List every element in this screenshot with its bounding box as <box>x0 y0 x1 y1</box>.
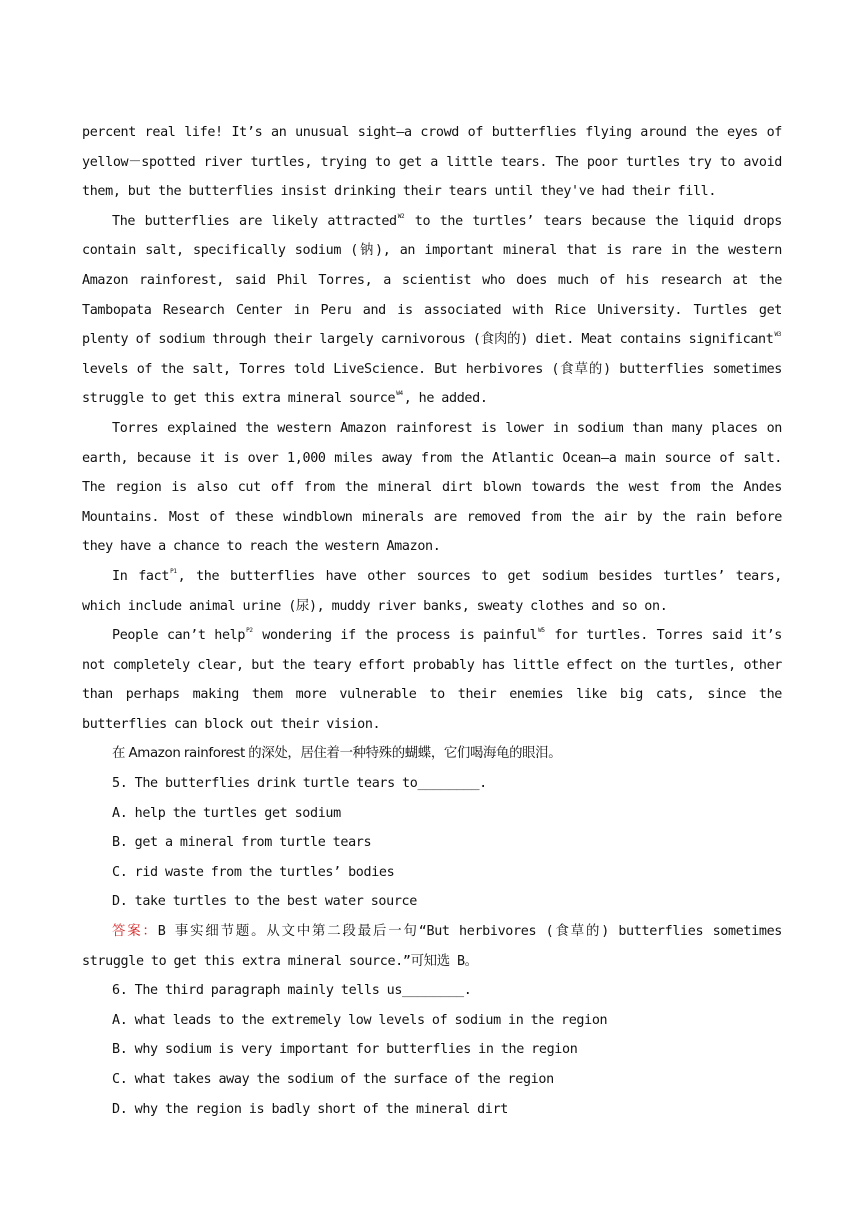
p2-text-d: , he added. <box>403 391 488 407</box>
p2-text-b: to the turtles’ tears because the liquid drops contain salt, specifically sodium (钠), an important mineral that is rare in the western Amazon rainforest, said Phil Torres, a scientist who does much of his research at the Tambopata Research Center in Peru and is associated with Rice University. Turtles get plenty of sodium through their largely carnivorous (食肉的) diet. Meat contains significant <box>82 213 782 348</box>
p4-text-b: , the butterflies have other sources to get sodium besides turtles’ tears, which include animal urine (尿), muddy river banks, sweaty clothes and so on. <box>82 568 783 614</box>
question-5-option-c: C. rid waste from the turtles’ bodies <box>112 864 395 880</box>
passage-paragraph-2 <box>82 207 782 414</box>
p2-text-a: The butterflies are likely attracted <box>112 213 397 229</box>
footnote-marker: W4 <box>396 390 403 398</box>
p5-text-c: for turtles. Torres said it’s not completely clear, but the teary effort probably has little effect on the turtles, other than perhaps making them more vulnerable to their enemies like big cats, since the butterflies can block out their vision. <box>82 628 782 732</box>
question-5-stem: 5. The butterflies drink turtle tears to________. <box>112 776 487 792</box>
footnote-marker: P1 <box>170 567 177 575</box>
question-6-stem: 6. The third paragraph mainly tells us________. <box>112 983 472 999</box>
chinese-summary: 在 Amazon rainforest 的深处，居住着一种特殊的蝴蝶，它们喝海龟的眼泪。 <box>112 746 562 762</box>
passage-paragraph-1: percent real life! It’s an unusual sight—a crowd of butterflies flying around the eyes of yellow－spotted river turtles, trying to get a little tears. The poor turtles try to avoid them, but the butterflies insist drinking their tears until they've had their fill. <box>82 125 782 200</box>
answer-explanation: B 事实细节题。从文中第二段最后一句“But herbivores (食草的) butterflies sometimes struggle to get this extra mineral source.”可知选 B。 <box>82 924 782 969</box>
passage-paragraph-4 <box>82 562 782 621</box>
answer-label: 答案： <box>112 924 158 940</box>
footnote-marker: W2 <box>397 212 405 220</box>
question-5-option-d: D. take turtles to the best water source <box>112 894 417 910</box>
footnote-marker: P2 <box>246 627 253 635</box>
question-6-option-a: A. what leads to the extremely low levels of sodium in the region <box>112 1012 608 1028</box>
question-6-option-c: C. what takes away the sodium of the surface of the region <box>112 1072 554 1087</box>
passage-paragraph-3: Torres explained the western Amazon rainforest is lower in sodium than many places on earth, because it is over 1,000 miles away from the Atlantic Ocean—a main source of salt. The region is also cut off from the mineral dirt blown towards the west from the Andes Mountains. Most of these windblown minerals are removed from the air by the rain before they have a chance to reach the western Amazon. <box>82 420 782 555</box>
p4-text-a: In fact <box>112 568 170 584</box>
p5-text-b: wondering if the process is painful <box>253 628 538 644</box>
question-5-option-a: A. help the turtles get sodium <box>112 805 341 821</box>
document-page <box>82 118 782 1124</box>
p2-text-c: levels of the salt, Torres told LiveScience. But herbivores (食草的) butterflies sometimes struggle to get this extra mineral source <box>82 361 782 407</box>
question-6-option-b: B. why sodium is very important for butterflies in the region <box>112 1042 578 1058</box>
footnote-marker: W5 <box>538 627 545 635</box>
passage-paragraph-5 <box>82 621 782 739</box>
question-5-option-b: B. get a mineral from turtle tears <box>112 835 372 851</box>
question-5-answer <box>82 917 782 976</box>
footnote-marker: W3 <box>774 331 781 339</box>
question-6-option-d: D. why the region is badly short of the mineral dirt <box>112 1101 509 1117</box>
p5-text-a: People can’t help <box>112 628 246 644</box>
